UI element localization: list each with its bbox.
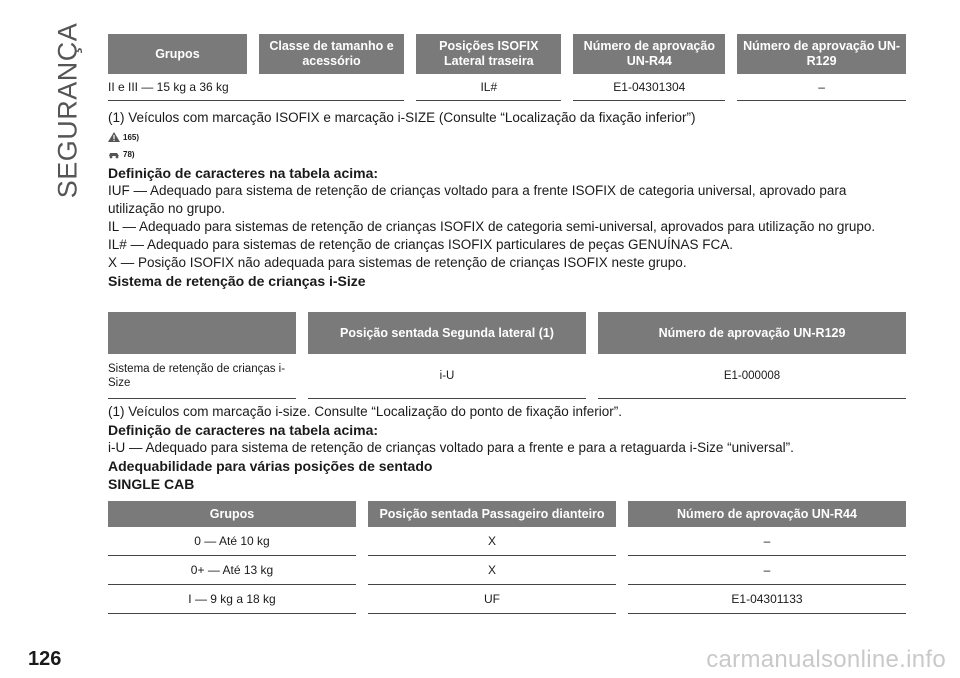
cell-position: UF: [368, 585, 616, 614]
definitions-heading-2: Definição de caracteres na tabela acima:: [108, 422, 379, 438]
cell-r44: E1-04301304: [573, 74, 725, 101]
section-side-title: [50, 22, 86, 198]
header-front-passenger: Posição sentada Passageiro dianteiro: [368, 501, 616, 527]
table-row: [108, 585, 906, 614]
single-cab-heading: SINGLE CAB: [108, 476, 195, 492]
table-row: [108, 354, 906, 399]
definition-x: X — Posição ISOFIX não adequada para sistemas de retenção de crianças ISOFIX neste grupo.: [108, 255, 687, 270]
cell-approval: E1-04301133: [628, 585, 906, 614]
header-grupos: Grupos: [108, 501, 356, 527]
cell-position: i-U: [308, 354, 586, 399]
table-header-row: [108, 501, 906, 527]
isize-table: [96, 312, 918, 399]
cell-group: II e III — 15 kg a 36 kg: [108, 74, 404, 101]
table-header-row: [108, 312, 906, 354]
definition-iu: i-U — Adequado para sistema de retenção de crianças voltado para a frente e para a retaguarda i-Size “universal”.: [108, 440, 794, 455]
definitions-heading: Definição de caracteres na tabela acima:: [108, 165, 379, 181]
suitability-heading: Adequabilidade para várias posições de sentado: [108, 458, 433, 474]
table-row: [108, 74, 906, 101]
header-blank: [108, 312, 296, 354]
header-size-class: Classe de tamanho e acessório: [259, 34, 404, 74]
header-r44: Número de aprovação UN-R44: [573, 34, 725, 74]
cell-approval: –: [628, 556, 906, 585]
section-title-text: SEGURANÇA: [52, 22, 83, 198]
warning-triangle-icon: [108, 132, 120, 142]
table-row: [108, 556, 906, 585]
warning-ref-text: 165): [123, 132, 140, 142]
single-cab-table: [96, 501, 918, 614]
table-row: [108, 527, 906, 556]
footnote-isize: (1) Veículos com marcação i-size. Consulte “Localização do ponto de fixação inferior”.: [108, 404, 622, 419]
cell-isofix: IL#: [416, 74, 561, 101]
header-r129: Número de aprovação UN-R129: [737, 34, 906, 74]
header-r129: Número de aprovação UN-R129: [598, 312, 906, 354]
info-ref-text: 78): [123, 149, 135, 159]
page-number: 126: [28, 648, 62, 670]
definition-iuf: IUF — Adequado para sistema de retenção de crianças voltado para a frente ISOFIX de categoria universal, aprovado para utilização no grupo.: [108, 183, 847, 216]
definition-il-hash: IL# — Adequado para sistemas de retenção de crianças ISOFIX particulares de peças GENUÍNAS FCA.: [108, 237, 734, 252]
header-seat-position: Posição sentada Segunda lateral (1): [308, 312, 586, 354]
header-r44: Número de aprovação UN-R44: [628, 501, 906, 527]
cell-group: 0+ — Até 13 kg: [108, 556, 356, 585]
cell-group: 0 — Até 10 kg: [108, 527, 356, 556]
isofix-table: [96, 34, 918, 101]
page-content: [108, 34, 906, 614]
header-isofix-positions: Posições ISOFIX Lateral traseira: [416, 34, 561, 74]
watermark: carmanualsonline.info: [706, 646, 946, 673]
footnote-isofix: (1) Veículos com marcação ISOFIX e marcação i-SIZE (Consulte “Localização da fixação inferior”): [108, 110, 696, 125]
cell-position: X: [368, 556, 616, 585]
cell-position: X: [368, 527, 616, 556]
info-reference[interactable]: [108, 147, 906, 161]
car-info-icon: [108, 149, 120, 159]
isize-heading: Sistema de retenção de crianças i-Size: [108, 273, 366, 289]
cell-approval: –: [628, 527, 906, 556]
definition-il: IL — Adequado para sistemas de retenção de crianças ISOFIX de categoria semi-universal, aprovados para utilização no grupo.: [108, 219, 876, 234]
cell-r129: –: [737, 74, 906, 101]
table-header-row: [108, 34, 906, 74]
cell-approval: E1-000008: [598, 354, 906, 399]
cell-system: Sistema de retenção de crianças i-Size: [108, 354, 296, 399]
warning-reference[interactable]: [108, 130, 906, 144]
cell-group: I — 9 kg a 18 kg: [108, 585, 356, 614]
header-grupos: Grupos: [108, 34, 247, 74]
